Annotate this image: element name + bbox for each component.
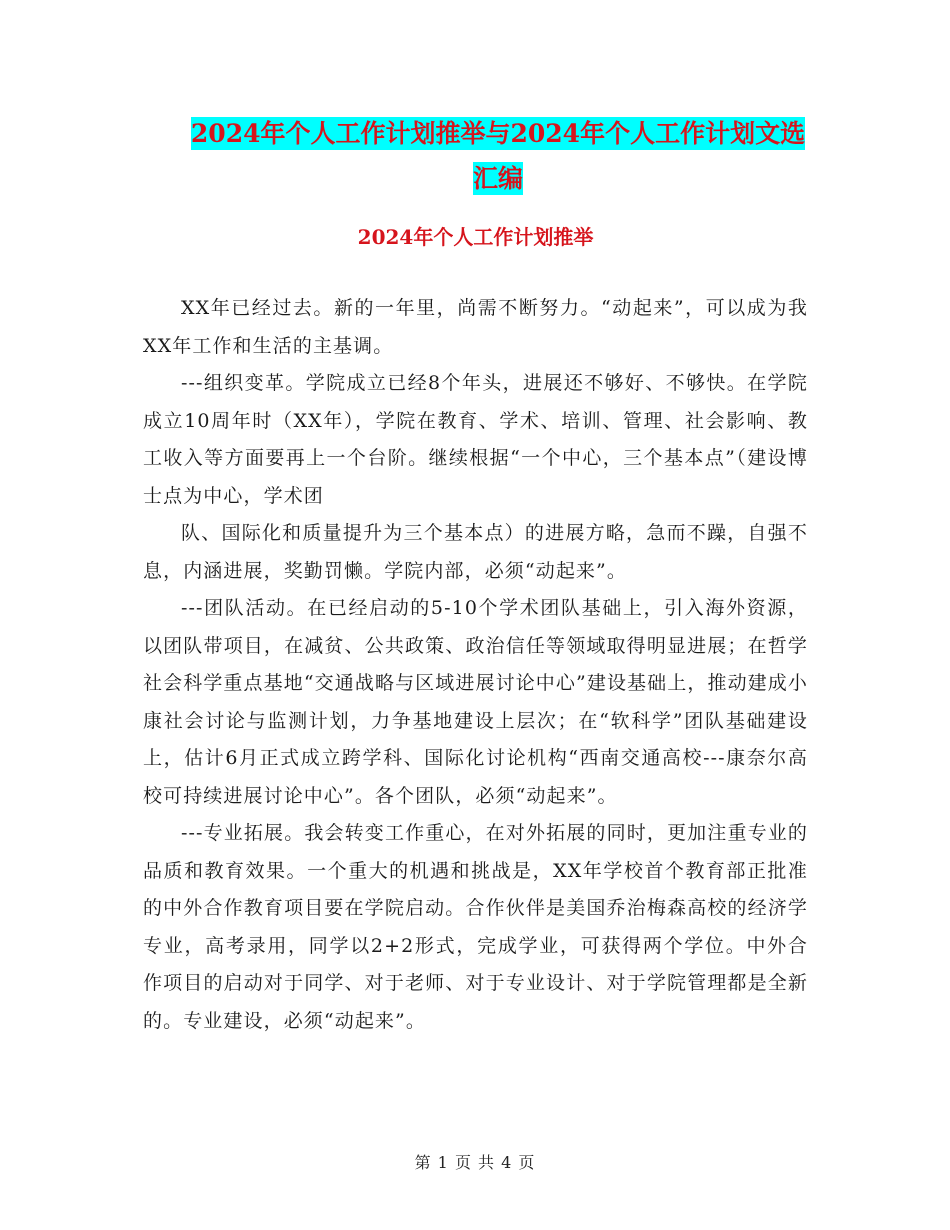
paragraph-org-reform: ---组织变革。学院成立已经8个年头，进展还不够好、不够快。在学院成立10周年时（XX年），学院在教育、学术、培训、管理、社会影响、教工收入等方面要再上一个台阶。继续根据“一个中心，三个基本点”（建设博士点为中心，学术团 xyxy=(143,372,808,507)
paragraph-intro: XX年已经过去。新的一年里，尚需不断努力。“动起来”，可以成为我XX年工作和生活的主基调。 xyxy=(143,297,808,357)
paragraph-org-reform-cont: 队、国际化和质量提升为三个基本点）的进展方略，急而不躁，自强不息，内涵进展，奖勤罚懒。学院内部，必须“动起来”。 xyxy=(143,522,808,582)
page-footer: 第 1 页 共 4 页 xyxy=(414,1153,536,1172)
document-title xyxy=(143,111,853,201)
section-title: 2024年个人工作计划推举 xyxy=(357,225,594,249)
paragraph-major-expansion: ---专业拓展。我会转变工作重心，在对外拓展的同时，更加注重专业的品质和教育效果。一个重大的机遇和挑战是，XX年学校首个教育部正批准的中外合作教育项目要在学院启动。合作伙伴是美国乔治梅森高校的经济学专业，高考录用，同学以2+2形式，完成学业，可获得两个学位。中外合作项目的启动对于同学、对于老师、对于专业设计、对于学院管理都是全新的。专业建设，必须“动起来”。 xyxy=(143,822,808,1032)
title-line-2: 汇编 xyxy=(472,164,523,193)
title-line-1: 2024年个人工作计划推举与2024年个人工作计划文选 xyxy=(190,119,806,148)
paragraph-team-activity: ---团队活动。在已经启动的5-10个学术团队基础上，引入海外资源，以团队带项目，在减贫、公共政策、政治信任等领域取得明显进展；在哲学社会科学重点基地“交通战略与区域进展讨论中心”建设基础上，推动建成小康社会讨论与监测计划，力争基地建设上层次；在“软科学”团队基础建设上，估计6月正式成立跨学科、国际化讨论机构“西南交通高校---康奈尔高校可持续进展讨论中心”。各个团队，必须“动起来”。 xyxy=(143,597,808,807)
document-body xyxy=(143,290,808,1040)
